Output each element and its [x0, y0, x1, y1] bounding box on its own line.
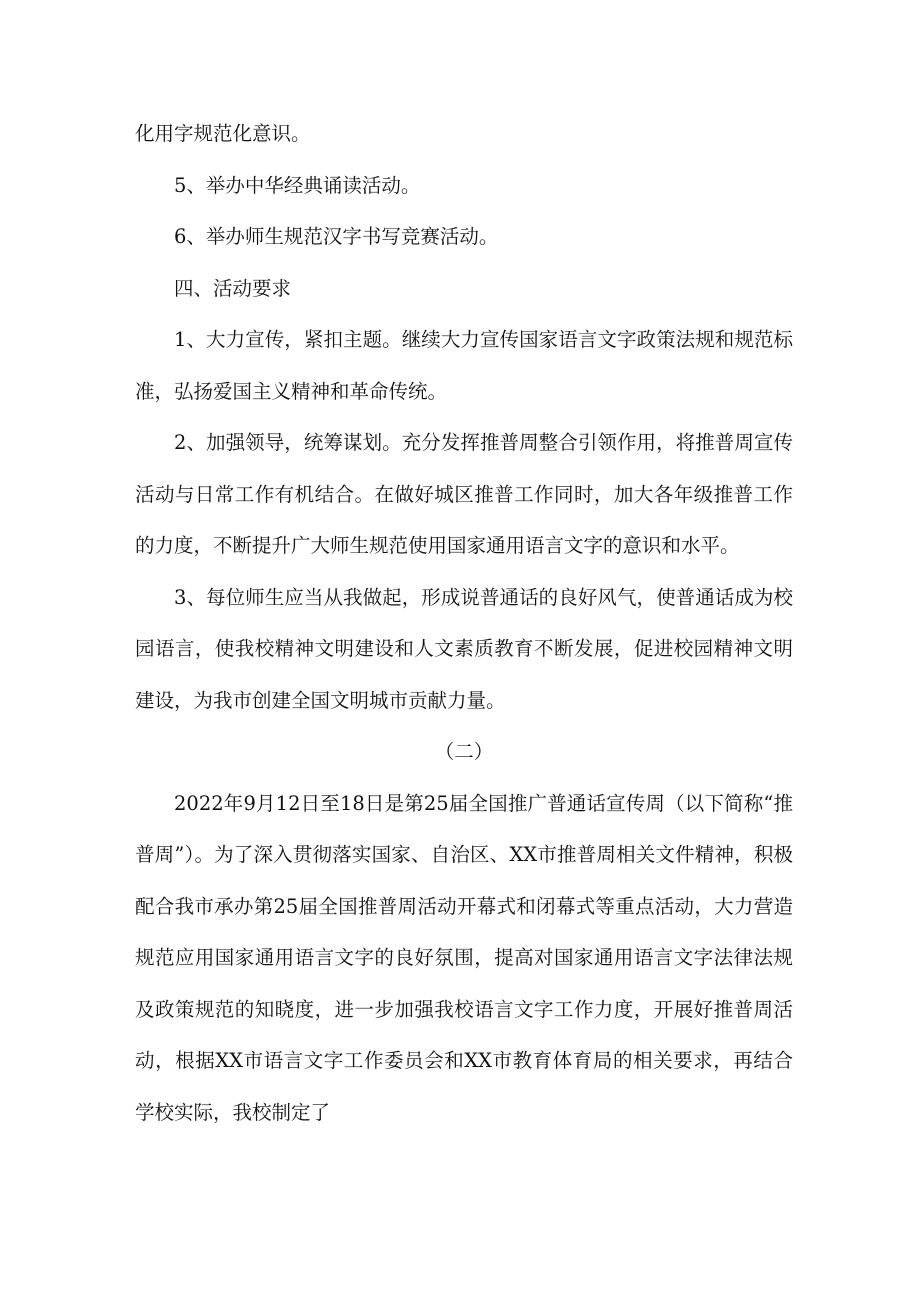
- list-item-6: 6、举办师生规范汉字书写竞赛活动。: [174, 225, 499, 248]
- list-item-5: 5、举办中华经典诵读活动。: [174, 173, 421, 197]
- paragraph-continuation: 化用字规范化意识。: [135, 122, 311, 145]
- part-heading-two: （二）: [434, 740, 494, 763]
- document-body: [135, 108, 793, 1138]
- requirement-2: 2、加强领导，统筹谋划。充分发挥推普周整合引领作用，将推普周宣传活动与日常工作有机结合。在做好城区推普工作同时，加大各年级推普工作的力度，不断提升广大师生规范使用国家通用语言文字的意识和水平。: [135, 431, 793, 557]
- section-heading-activity-requirements: 四、活动要求: [174, 276, 292, 300]
- requirement-3: 3、每位师生应当从我做起，形成说普通话的良好风气，使普通话成为校园语言，使我校精神文明建设和人文素质教育不断发展，促进校园精神文明建设，为我市创建全国文明城市贡献力量。: [135, 585, 793, 712]
- intro-paragraph: 2022年9月12日至18日是第25届全国推广普通话宣传周（以下简称“推普周”）。为了深入贯彻落实国家、自治区、XX市推普周相关文件精神，积极配合我市承办第25届全国推普周活动开幕式和闭幕式等重点活动，大力营造规范应用国家通用语言文字的良好氛围，提高对国家通用语言文字法律法规及政策规范的知晓度，进一步加强我校语言文字工作力度，开展好推普周活动，根据XX市语言文字工作委员会和XX市教育体育局的相关要求，再结合学校实际，我校制定了: [135, 791, 793, 1124]
- requirement-1: 1、大力宣传，紧扣主题。继续大力宣传国家语言文字政策法规和规范标准，弘扬爱国主义精神和革命传统。: [135, 328, 793, 403]
